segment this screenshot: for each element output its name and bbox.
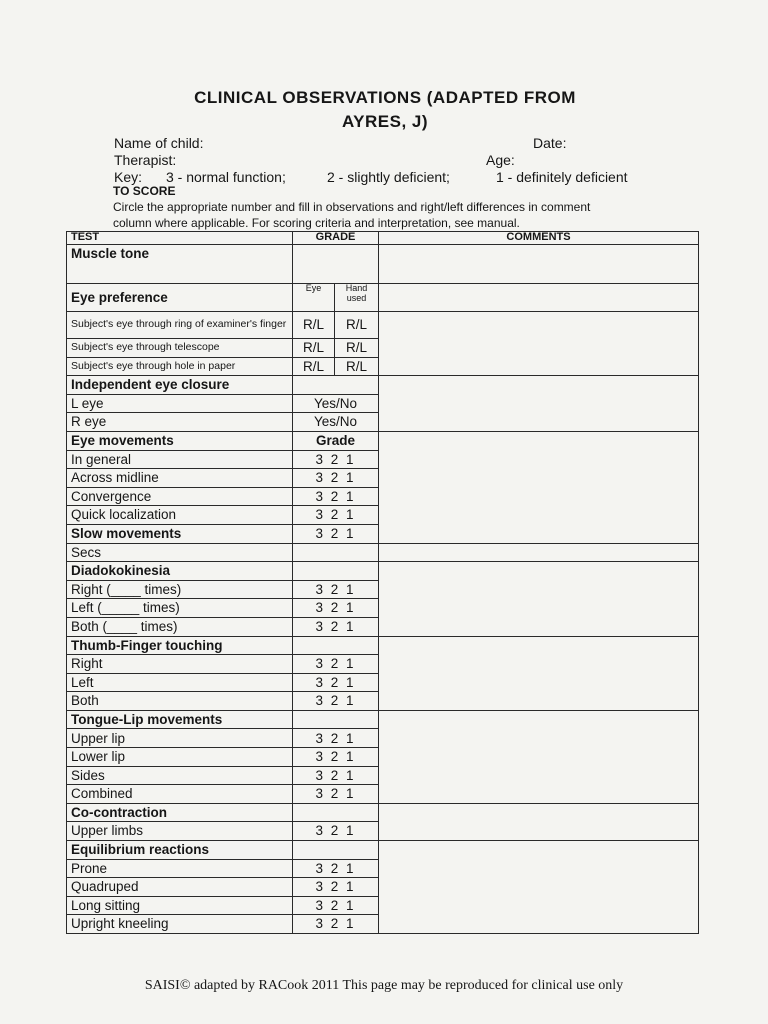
yes-no-option[interactable]: Yes/No [293, 413, 379, 432]
section-thumb-finger-touching: Thumb-Finger touching [67, 636, 293, 655]
grade-scale-321[interactable]: 3 2 1 [293, 878, 379, 897]
eye-rl-option[interactable]: R/L [293, 312, 335, 339]
to-score-heading: TO SCORE [113, 184, 176, 198]
row-label: Subject's eye through telescope [67, 339, 293, 358]
grade-scale-321[interactable]: 3 2 1 [293, 915, 379, 934]
grade-scale-321[interactable]: 3 2 1 [293, 487, 379, 506]
table-row [67, 543, 699, 562]
eye-rl-option[interactable]: R/L [293, 339, 335, 358]
comments-cell[interactable] [379, 312, 699, 376]
section-diadokokinesia: Diadokokinesia [67, 562, 293, 581]
grade-cell [293, 841, 379, 860]
row-label: Both (____ times) [67, 617, 293, 636]
col-comments-header: COMMENTS [379, 232, 699, 245]
section-independent-eye-closure: Independent eye closure [67, 376, 293, 395]
section-equilibrium-reactions: Equilibrium reactions [67, 841, 293, 860]
form-title-line1: CLINICAL OBSERVATIONS (ADAPTED FROM [194, 88, 576, 107]
form-title-line2: AYRES, J) [341, 112, 429, 131]
row-label: Sides [67, 766, 293, 785]
row-label: Secs [67, 543, 293, 562]
table-row [67, 284, 699, 312]
comments-cell[interactable] [379, 636, 699, 710]
table-row [67, 710, 699, 729]
row-label: R eye [67, 413, 293, 432]
footer-copyright: SAISI© adapted by RACook 2011 This page may be reproduced for clinical use only [144, 978, 624, 993]
hand-rl-option[interactable]: R/L [335, 312, 379, 339]
therapist-label: Therapist: [114, 152, 177, 168]
name-of-child-label: Name of child: [114, 135, 204, 151]
grade-scale-321[interactable]: 3 2 1 [293, 655, 379, 674]
grade-scale-321[interactable]: 3 2 1 [293, 766, 379, 785]
section-muscle-tone: Muscle tone [67, 245, 293, 284]
row-label: Combined [67, 785, 293, 804]
section-co-contraction: Co-contraction [67, 803, 293, 822]
grade-scale-321[interactable]: 3 2 1 [293, 729, 379, 748]
key-label: Key: [114, 169, 143, 185]
comments-cell[interactable] [379, 543, 699, 562]
grade-scale-321[interactable]: 3 2 1 [293, 580, 379, 599]
comments-cell[interactable] [379, 431, 699, 543]
row-label: Upper limbs [67, 822, 293, 841]
row-label: Upper lip [67, 729, 293, 748]
hand-rl-option[interactable]: R/L [335, 339, 379, 358]
comments-cell[interactable] [379, 245, 699, 284]
row-label: Upright kneeling [67, 915, 293, 934]
table-row [67, 245, 699, 284]
row-label: Right [67, 655, 293, 674]
table-row [67, 431, 699, 450]
row-label: Lower lip [67, 748, 293, 767]
row-label: Quadruped [67, 878, 293, 897]
grade-scale-321[interactable]: 3 2 1 [293, 748, 379, 767]
row-label: Right (____ times) [67, 580, 293, 599]
yes-no-option[interactable]: Yes/No [293, 394, 379, 413]
row-label: Convergence [67, 487, 293, 506]
key-normal-function: 3 - normal function; [166, 169, 286, 185]
grade-scale-321[interactable]: 3 2 1 [293, 450, 379, 469]
grade-cell [293, 710, 379, 729]
grade-scale-321[interactable]: 3 2 1 [293, 524, 379, 543]
grade-scale-321[interactable]: 3 2 1 [293, 822, 379, 841]
section-eye-movements: Eye movements [67, 431, 293, 450]
grade-scale-321[interactable]: 3 2 1 [293, 692, 379, 711]
col-test-header: TEST [67, 232, 293, 245]
hand-rl-option[interactable]: R/L [335, 357, 379, 376]
key-definitely-deficient: 1 - definitely deficient [496, 169, 628, 185]
row-label: Both [67, 692, 293, 711]
row-label: Prone [67, 859, 293, 878]
grade-scale-321[interactable]: 3 2 1 [293, 673, 379, 692]
comments-cell[interactable] [379, 376, 699, 432]
row-label: Long sitting [67, 896, 293, 915]
row-label: In general [67, 450, 293, 469]
comments-cell[interactable] [379, 710, 699, 803]
grade-cell [293, 562, 379, 581]
row-label: Subject's eye through ring of examiner's finger [67, 312, 293, 339]
grade-cell[interactable] [293, 245, 379, 284]
col-grade-header: GRADE [293, 232, 379, 245]
comments-cell[interactable] [379, 841, 699, 934]
grade-scale-321[interactable]: 3 2 1 [293, 599, 379, 618]
section-tongue-lip-movements: Tongue-Lip movements [67, 710, 293, 729]
age-label: Age: [486, 152, 515, 168]
hand-used-subcol-header: Hand used [335, 284, 379, 312]
table-header-row [67, 232, 699, 245]
comments-cell[interactable] [379, 562, 699, 636]
table-row [67, 312, 699, 339]
grade-cell [293, 376, 379, 395]
section-slow-movements: Slow movements [67, 524, 293, 543]
grade-scale-321[interactable]: 3 2 1 [293, 469, 379, 488]
grade-scale-321[interactable]: 3 2 1 [293, 617, 379, 636]
grade-cell [293, 636, 379, 655]
eye-rl-option[interactable]: R/L [293, 357, 335, 376]
comments-cell[interactable] [379, 284, 699, 312]
grade-scale-321[interactable]: 3 2 1 [293, 785, 379, 804]
table-row [67, 562, 699, 581]
grade-scale-321[interactable]: 3 2 1 [293, 859, 379, 878]
instructions-line1: Circle the appropriate number and fill in observations and right/left differences in comment [113, 200, 591, 214]
row-label: Quick localization [67, 506, 293, 525]
table-row [67, 841, 699, 860]
eye-subcol-header: Eye [293, 284, 335, 312]
row-label: L eye [67, 394, 293, 413]
observations-table [66, 231, 699, 934]
table-row [67, 376, 699, 395]
date-label: Date: [533, 135, 567, 151]
table-row [67, 803, 699, 822]
section-eye-preference: Eye preference [67, 284, 293, 312]
instructions-line2: column where applicable. For scoring criteria and interpretation, see manual. [113, 216, 520, 230]
key-slightly-deficient: 2 - slightly deficient; [327, 169, 450, 185]
grade-scale-321[interactable]: 3 2 1 [293, 896, 379, 915]
grade-cell [293, 803, 379, 822]
grade-subheader: Grade [293, 431, 379, 450]
comments-cell[interactable] [379, 803, 699, 840]
row-label: Across midline [67, 469, 293, 488]
row-label: Left [67, 673, 293, 692]
row-label: Left (_____ times) [67, 599, 293, 618]
table-row [67, 636, 699, 655]
row-label: Subject's eye through hole in paper [67, 357, 293, 376]
grade-scale-321[interactable]: 3 2 1 [293, 506, 379, 525]
secs-entry-cell[interactable] [293, 543, 379, 562]
